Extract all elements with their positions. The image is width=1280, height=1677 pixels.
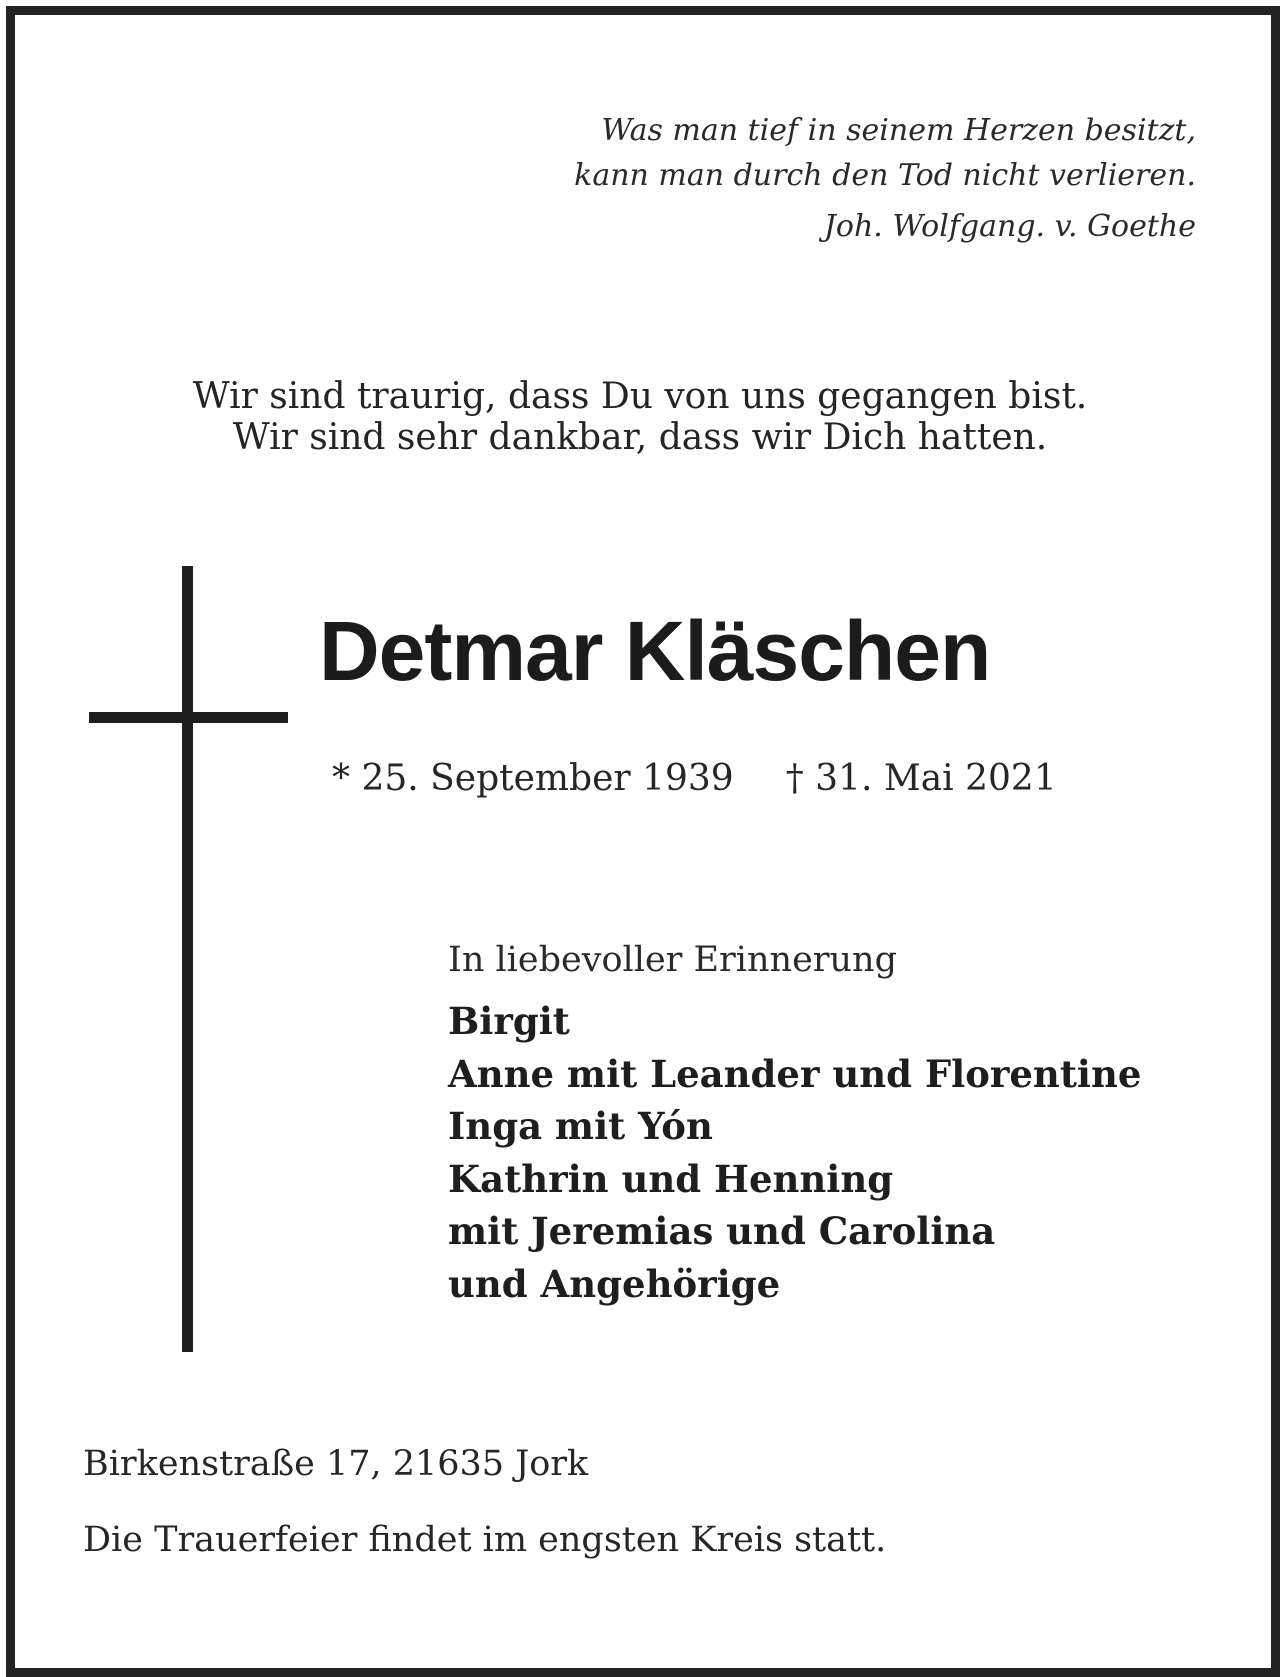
deceased-name: Detmar Kläschen — [319, 604, 991, 698]
sentiment-line: Wir sind sehr dankbar, dass wir Dich hatten. — [232, 417, 1048, 458]
mourner-line: Anne mit Leander und Florentine — [448, 1051, 1142, 1096]
mourner-line: mit Jeremias und Carolina — [448, 1209, 996, 1253]
mourner-line: Inga mit Yón — [448, 1104, 713, 1148]
life-dates — [332, 756, 1057, 802]
mourner-line: und Angehörige — [448, 1261, 781, 1306]
sentiment-line: Wir sind traurig, dass Du von uns gegangen bist. — [192, 376, 1088, 417]
obituary-frame — [6, 6, 1280, 1677]
birth-date: * 25. September 1939 — [332, 758, 734, 799]
mourner-line: Kathrin und Henning — [448, 1156, 894, 1201]
death-date: † 31. Mai 2021 — [785, 758, 1057, 799]
motto-quote — [574, 108, 1196, 249]
motto-line: Was man tief in seinem Herzen besitzt, — [601, 113, 1196, 148]
motto-author: Joh. Wolfgang. v. Goethe — [823, 209, 1196, 244]
remembrance-intro: In liebevoller Erinnerung — [448, 940, 898, 980]
mourner-line: Birgit — [448, 999, 570, 1043]
cross-icon-horizontal-bar — [89, 712, 288, 723]
sentiment-text — [0, 376, 1280, 458]
family-address: Birkenstraße 17, 21635 Jork — [83, 1444, 589, 1484]
cross-icon-vertical-bar — [182, 566, 193, 1352]
motto-line: kann man durch den Tod nicht verlieren. — [574, 158, 1196, 193]
mourners-list — [448, 995, 1141, 1310]
funeral-service-note: Die Trauerfeier findet im engsten Kreis statt. — [83, 1520, 887, 1560]
